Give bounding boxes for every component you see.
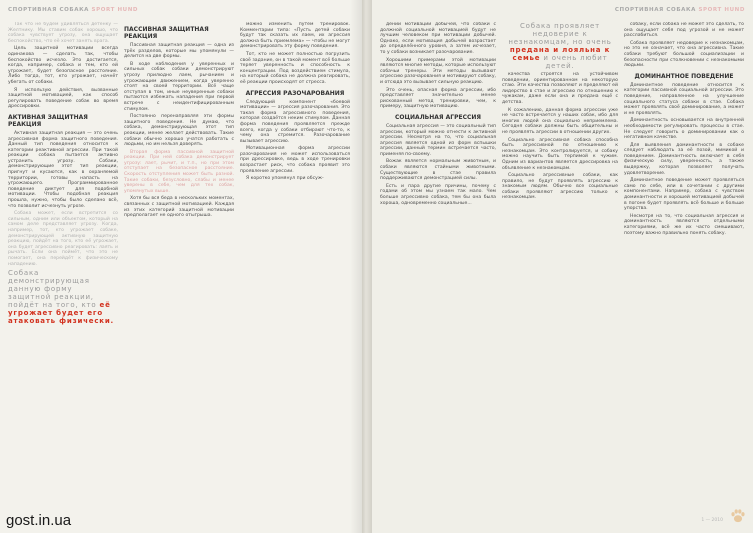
paragraph: Для выявления доминантности в собаке следует наблюдать за её позой, мимикой и поведением. Доминантность включает в себя физическую силу, уверенность, а также выдержку, которая позволяет получать удовлетворение.: [624, 142, 744, 176]
pull-quote-highlight: её угрожает будет его атаковать физически.: [8, 301, 114, 326]
left-running-header: [8, 7, 138, 13]
paragraph: Вожак является нормальным животным, и собаки являются стайными животными. Существующие в стае правила поддерживаются демонстрацией силы.: [380, 159, 496, 182]
left-page: [0, 0, 362, 533]
pull-quote: [8, 269, 118, 325]
paragraph: Активная защитная реакция — это очень агрессивная форма защитного поведения. Данный тип поведения относится к категории реактивной агрессии. При такой реакции собака пытается активно устранить угрозу. Собаки, демонстрирующие этот тип реакции, пригнут и кусаются, как в охраняемой территории, готовы напасть на угрожающего. Программированное поведение диктует для подобной мотивации. Чтобы подобная реакция прошла, нужно, чтобы было сделано всё, что позволит исчезнуть угрозе.: [8, 130, 118, 209]
paragraph: Доминантное поведение относится к категории пассивной социальной агрессии. Это поведение, направленное на улучшение социального статуса собаки в стае. Собака может проявлять своё доминирование, а может и не проявлять.: [624, 82, 744, 116]
pull-quote-text: Собака демонстрирующая данную форму защитной реакции, пойдёт на того, кто: [8, 269, 97, 310]
header-accent: SPORT HUND: [698, 7, 745, 13]
section-heading: АГРЕССИЯ РАЗОЧАРОВАНИЯ: [245, 89, 345, 97]
right-column-2: [502, 22, 618, 527]
paragraph: Социально агрессивная собака способна быть агрессивной по отношению к незнакомцам. Это контролируется, и собаку можно научить быть терпимой к чужим. Одним из вариантов является дрессировка на объявление к незнакомцам.: [502, 137, 618, 171]
paragraph: Социальная агрессия — это социальный тип агрессии, который можно отнести к активной агрессии. Несмотря на то, что социальная агрессия является одной из форм вспышки агрессии, данный термин встречается часто, применяя по-своему.: [380, 123, 496, 157]
pull-quote: [502, 22, 618, 70]
paragraph: Есть и пара другие причины, почему с годами об этом мы узнаем так мало. Чем больше агрессивно собака, тем бы она была хороша, одновременно социальные...: [380, 183, 496, 206]
left-column-2: [124, 22, 234, 527]
paragraph: Доминантное поведение может проявляться само по себе, или в сочетании с другими компонентами. Например, собака с чувством доминантности и хорошей мотивацией добычей в погоне будет проявлять всё больше и больше упорства.: [624, 178, 744, 212]
pull-quote-highlight: предана и лояльна к семье: [509, 46, 611, 62]
header-title: СПОРТИВНАЯ СОБАКА: [8, 7, 90, 13]
section-heading: СОЦИАЛЬНАЯ АГРЕССИЯ: [394, 113, 482, 121]
paragraph: Доминантность основывается на внутренней необходимости регулировать процессы в стае. Не следует говорить о доминировании как о негативном качестве.: [624, 118, 744, 141]
paragraph: Постоянно перенаправляя эти формы защитного поведения. Не думаю, что собака, демонстрирующая этот тип реакции, менее желает действовать. Такие собаки обычно хорошо учатся работать с людьми, но им нельзя доверять.: [124, 114, 234, 148]
paragraph: Собака может, если встретится со сильным, одним или объектом, который на самом деле представляет угрозу. Когда, например, тот, кто угрожает собаке, демонстрирующей активную защитную реакцию, пойдёт на того, кто её угрожает, она будет агрессивно реагировать: лаять и рычать. Если она поймёт, что это не помогает, она перейдёт к физическому нападению.: [8, 211, 118, 267]
right-column-1: [380, 22, 496, 527]
header-title: СПОРТИВНАЯ СОБАКА: [614, 7, 696, 13]
paragraph: дении мотивации добычей, что собаки с должной социальной мотивацией будут не лучшим человеком при мотивации добычей. Однако, если мотивация добычей возрастает до определённого уровня, а затем исчезает, то у собаки возникает разочарование.: [380, 22, 496, 55]
paragraph: собаку, если собака не может это сделать, то она ощущает себя под угрозой и не может расслабиться.: [624, 22, 744, 39]
header-accent: SPORT HUND: [91, 7, 139, 13]
section-heading: АКТИВНАЯ ЗАЩИТНАЯ РЕАКЦИЯ: [8, 113, 88, 128]
left-column-1: [8, 22, 118, 527]
paragraph: можно изменить путём тренировок. Комментарии типа: «Пусть детей собаки будут так сказать их лаем, их агрессия должна быть приемлема» — чтобы не могут демонстрировать эту форму поведения.: [240, 22, 350, 50]
paragraph: Мотивационная форма агрессии разочарования не может использоваться при дрессировке, ведь в ходе тренировки возрастает риск, что собака проявит это проявление агрессии.: [240, 146, 350, 174]
paragraph: Пассивная защитная реакция — одна из трёх разделов, которые мы упомянули — делится на две формы.: [124, 43, 234, 60]
paragraph: Это очень, опасная форма агрессии, ибо представляет значительно менее рискованный метод тренировки, чем, к примеру, защитную мотивацию.: [380, 87, 496, 110]
paragraph: В ходе наблюдения у уверенных и сильных собак собаки демонстрируют угрозу прилюдно лаем, рычанием и угрожающим движением, когда уверенно стоят на своей территории. Всё чаще отступая в том, иные неуверенные собаки пытаются избежать нападения при первой встрече с неидентифицированным стимулом.: [124, 61, 234, 112]
section-heading: ДОМИНАНТНОЕ ПОВЕДЕНИЕ: [634, 72, 734, 80]
paragraph: Социально агрессивные собаки, как правило, не будут проявлять агрессию к знакомым людям. Обычно все социальные собаки проявляют агрессию только к незнакомцам.: [502, 173, 618, 201]
right-column-3: [624, 22, 744, 527]
paragraph: Собака проявляет недоверие к незнакомцам, но это не означает, что она агрессивна. Такие собаки требуют большой социализации и безопасности при столкновении с незнакомыми людьми.: [624, 40, 744, 69]
paragraph: Я коротко упомянул при обсуж-: [246, 176, 324, 182]
paragraph: Я использую действия, вызванные защитной мотивацией, как способ регулировать поведение собак во время дрессировки.: [8, 87, 118, 110]
paragraph: Хотя бы вся беда в нескольких моментах, связанных с защитной мотивацией. Каждая из этих категорий защитной мотивации предполагает не одного отыгрыша.: [124, 196, 234, 219]
right-running-header: [615, 7, 745, 13]
watermark: gost.in.ua: [6, 512, 72, 529]
paragraph: Вторая форма пассивной защитной реакции. При ней собака демонстрирует угрозу: лает, рычит, и т.п., но при этом отступает на безопасное расстояние. Скорость отступления может быть разной. Такие собаки, безусловно, слабы и менее уверены в себе, чем для тех собак, упомянутых выше.: [124, 149, 234, 194]
spine-shadow: [350, 0, 362, 533]
paragraph: Так что не будем удивляться детёнку — Желтнику. Мы ставим собак хорошо, что собака чувствует угрозу, она ощущает беспокойство, что её хочет занять врага.: [8, 22, 118, 44]
paragraph: К сожалению, данная форма агрессии уже не часто встречается у наших собак, ибо для многих людей она социально неприемлема. Сегодня собаки должны быть общительны и не проявлять агрессии в отношении других.: [502, 107, 618, 135]
paragraph: Несмотря на то, что социальная агрессия и доминантность являются отдельными категориями, всё же их часто смешивают, поэтому важно правильно понять собаку.: [624, 213, 744, 236]
paw-icon: [729, 507, 747, 525]
pull-quote-text: и очень любит детей.: [543, 54, 608, 70]
book-gutter: [362, 0, 372, 533]
page-number: 1 — 2010: [701, 518, 723, 523]
pull-quote-text: Собака проявляет недоверие к незнакомцам, но очень: [508, 22, 612, 46]
paragraph: Цель защитной мотивации всегда одинакова — сделать так, чтобы беспокойство исчезло. Это достигается, когда, например, собака и тем, кто ей угрожает, будет безопасное расстояние. Либо тогда, тот, кто угрожает, начнёт убегать от собаки.: [8, 46, 118, 85]
right-page: [372, 0, 753, 533]
paragraph: Тот, кто не может полностью погрузить своё задание, он в такой момент всё больше теряет уверенность и способность к концентрации. Под воздействием стимула, на который собака не должна реагировать, её реакции происходят от стресса.: [240, 51, 350, 85]
paragraph: качества строятся на устойчивом поведении, ориентированном на некоторую стаю. Эти качества позволяют и пределяют ей лидерство в стае и агрессию по отношению к чужакам, даже если она и предана ещё с детства.: [502, 72, 618, 105]
paragraph: Хорошими примерами этой мотивации являются многие методы, которые используют собачьи тренеры. Эти методы вызывают агрессию разочарования и мотивируют собаку, и отсюда это вызывает сильную реакцию.: [380, 57, 496, 85]
section-heading: ПАССИВНАЯ ЗАЩИТНАЯ РЕАКЦИЯ: [124, 26, 209, 40]
paragraph: Следующий компонент «боевой мотивации» — агрессия разочарования. Это такая форма агрессивного поведения, которая создаётся неким стимулом. Данная форма поведения проявляется прежде всего, когда у собаки отбирают что-то, к чему она стремится. Разочарование вызывает агрессию.: [240, 99, 350, 144]
left-column-3: [240, 22, 350, 527]
